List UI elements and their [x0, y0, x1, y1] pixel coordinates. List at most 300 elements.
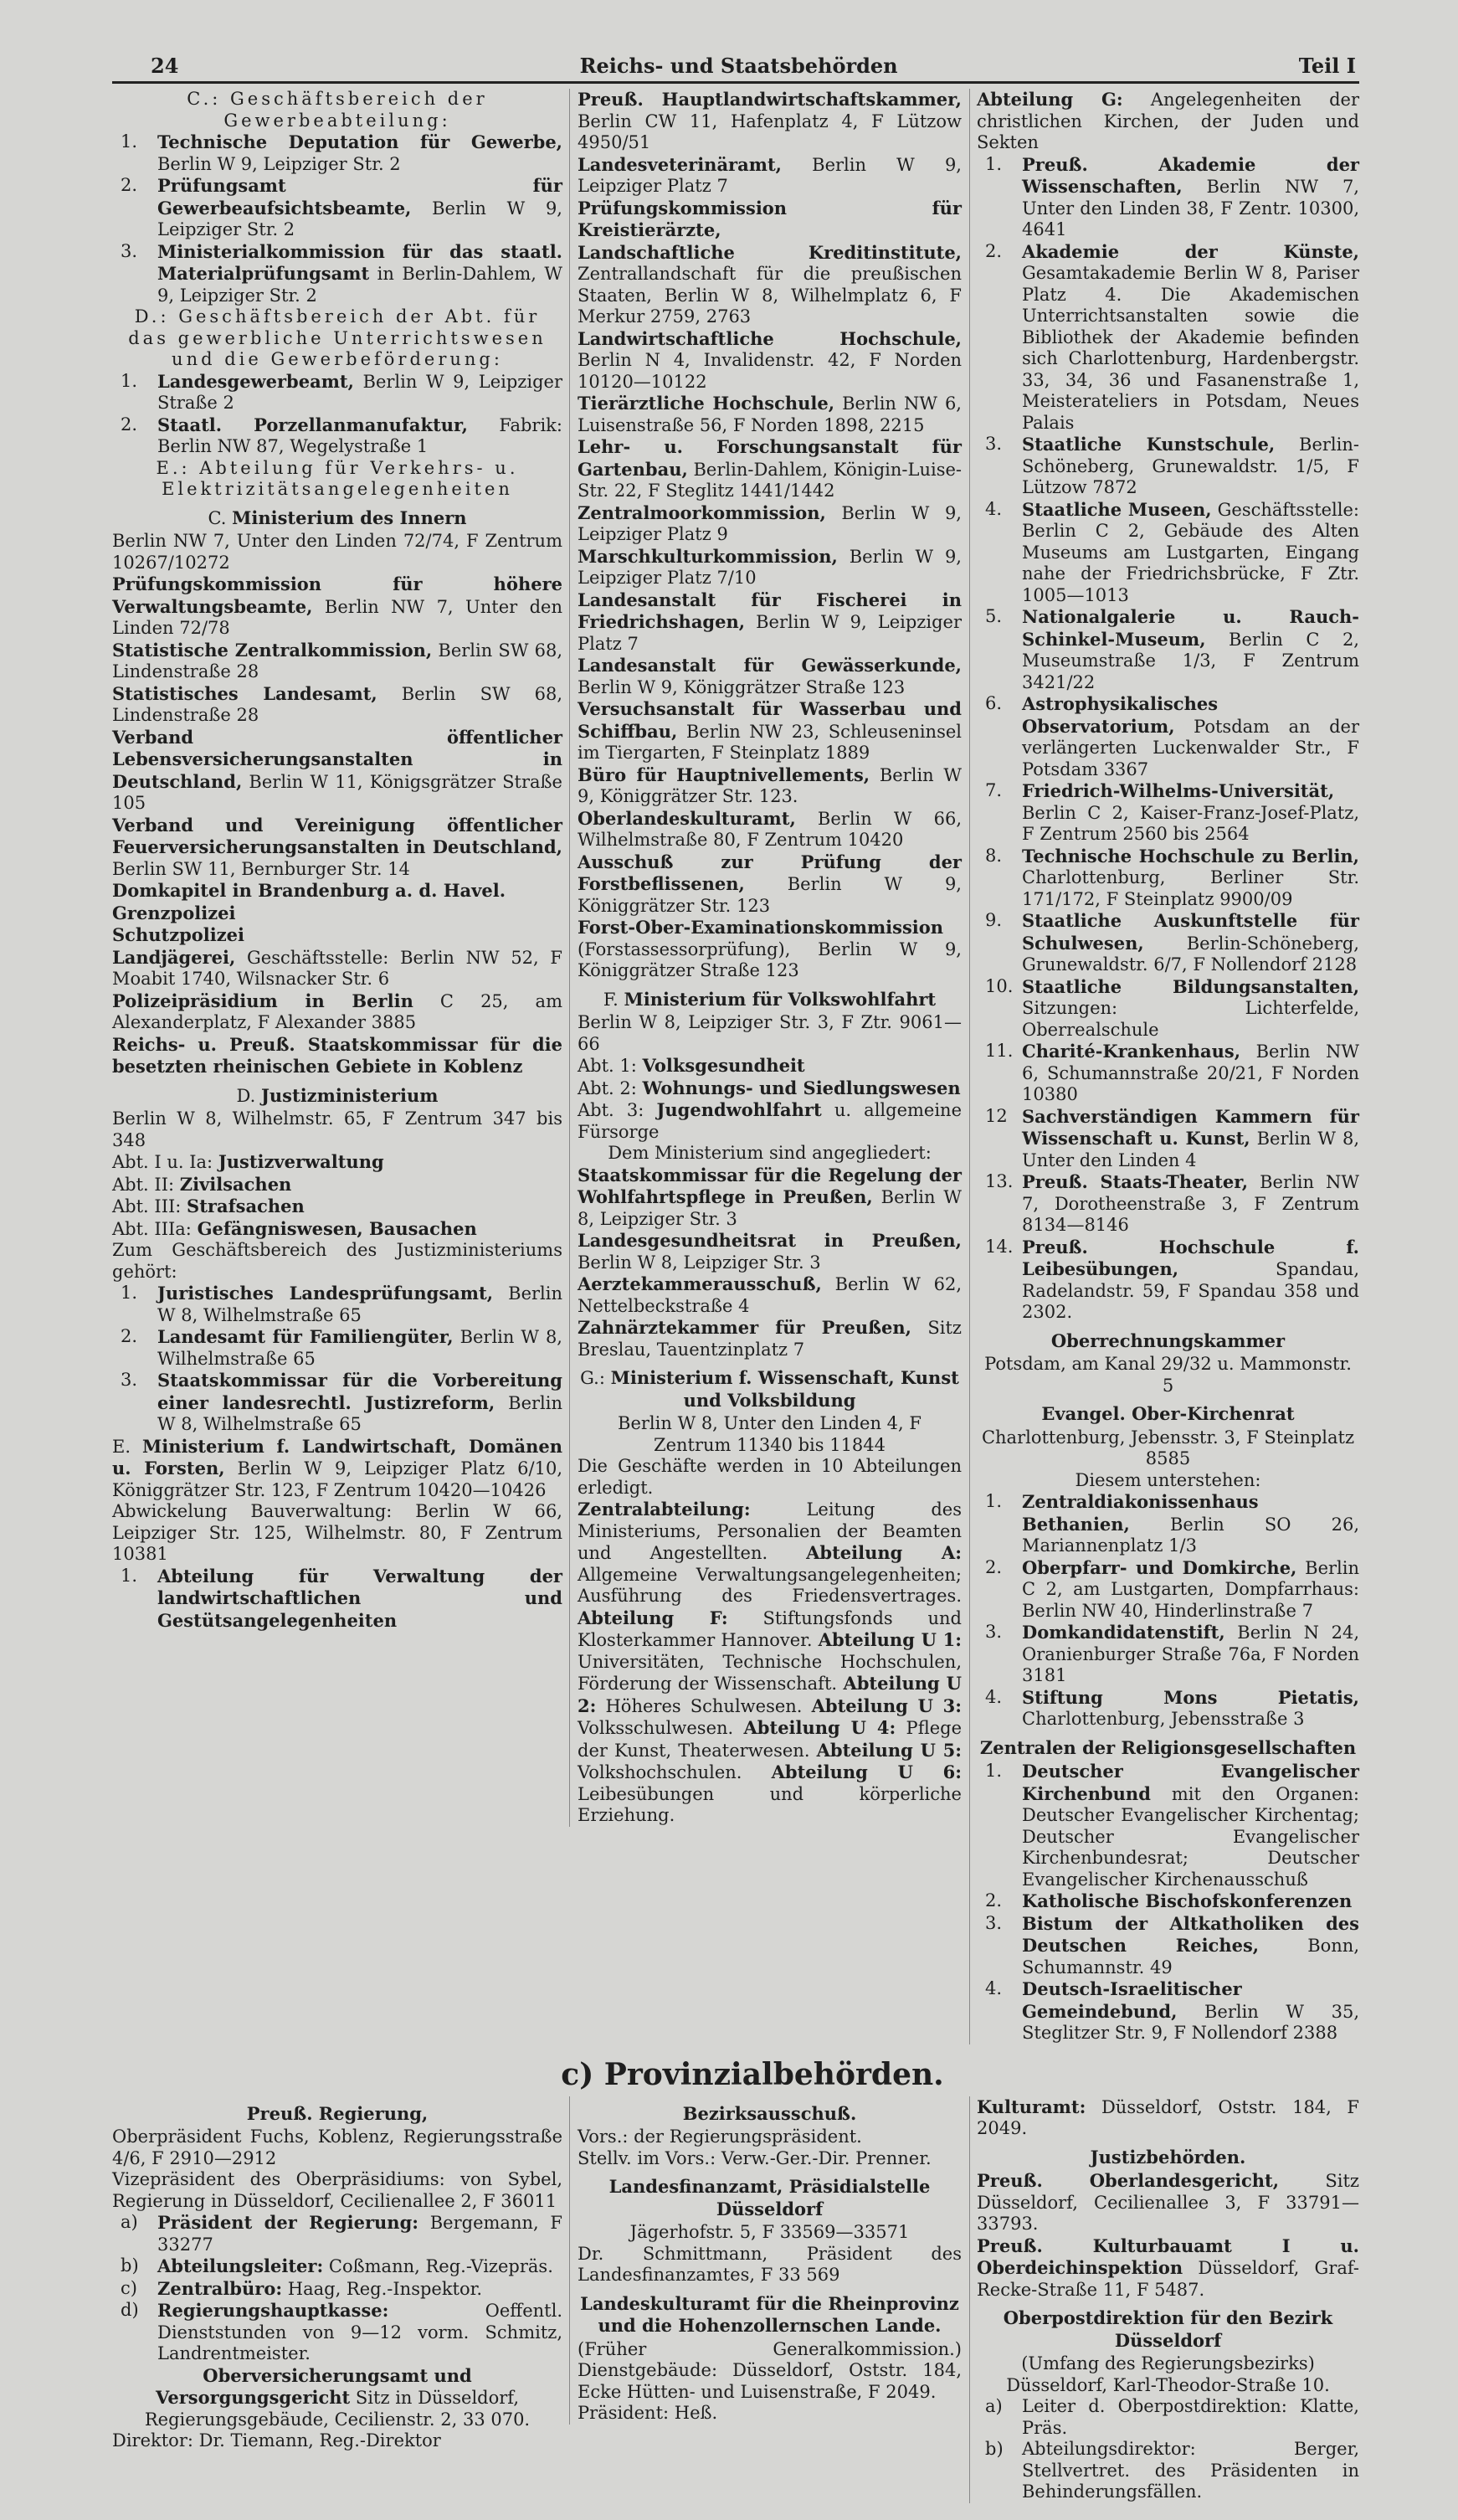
- entry: [578, 546, 962, 589]
- list-item: [977, 1557, 1359, 1623]
- entry: [112, 1034, 562, 1078]
- entry-text: Berlin W 9, Leipziger Str. 2: [157, 153, 401, 174]
- entry-text: Berlin W 9, Leipziger Platz 7: [578, 612, 962, 654]
- item-number: 1.: [985, 1761, 1003, 1781]
- entry-text: Berlin C 2, Museumstraße 1/3, F Zentrum 3421/22: [1022, 629, 1359, 692]
- entry-name: Zahnärztekammer für Preußen,: [578, 1317, 911, 1338]
- entry-name: Landesamt für Familiengüter,: [157, 1326, 454, 1347]
- entry-name: Marschkulturkommission,: [578, 545, 838, 567]
- list-item: [977, 1491, 1359, 1557]
- entry-text: (Forstassessorprüfung), Berlin W 9, Königgrätzer Straße 123: [578, 939, 962, 980]
- entry-text: Höheres Schulwesen.: [596, 1695, 812, 1716]
- entry-text: Geschäftsstelle: Berlin NW 52, F Moabit 1740, Wilsnacker Str. 6: [112, 947, 562, 989]
- entry-name: Abteilungsleiter:: [157, 2255, 324, 2276]
- entry-name: Präsident der Regierung:: [157, 2212, 419, 2233]
- entry-text: Düsseldorf, Graf-Recke-Straße 11, F 5487.: [977, 2258, 1359, 2300]
- item-number: 3.: [985, 1622, 1003, 1642]
- entry-text: Bergemann, F 33277: [157, 2213, 562, 2255]
- entry-name: Preuß. Staats-Theater,: [1022, 1171, 1249, 1192]
- entry-text: Leibesübungen und körperliche Erziehung.: [578, 1783, 962, 1825]
- entry-text: Berlin W 8, Leipziger Str. 3: [578, 1187, 962, 1229]
- list-item: [977, 780, 1359, 846]
- item-number: 4.: [985, 1978, 1003, 1998]
- entry-text: Coßmann, Reg.-Vizepräs.: [323, 2256, 553, 2276]
- list-item: [977, 2439, 1359, 2503]
- item-number: a): [985, 2396, 1003, 2416]
- entry-text: Potsdam an der verlängerten Luckenwalder Str., F Potsdam 3367: [1022, 716, 1359, 779]
- entry-name: Deutsch-Israelitischer Gemeindebund,: [1022, 1978, 1242, 2022]
- entry: [578, 393, 962, 436]
- item-number: 3.: [121, 1370, 138, 1390]
- entry-name: Landjägerei,: [112, 946, 236, 968]
- entry-text: Fabrik: Berlin NW 87, Wegelystraße 1: [157, 414, 562, 456]
- upper-columns: [112, 84, 1359, 2044]
- entry-text: Berlin W 9, Leipziger Str. 2: [157, 198, 562, 239]
- column-top-middle: [569, 89, 969, 1827]
- list-item: [112, 2255, 562, 2278]
- entry: [112, 683, 562, 727]
- entry-text: Zentrallandschaft für die preußischen Staaten, Berlin W 8, Wilhelmplatz 6, F Merkur 2759, 2763: [578, 264, 962, 327]
- entry: [578, 851, 962, 918]
- centered-text: [977, 1427, 1359, 1470]
- list-item: [112, 1566, 562, 1633]
- centered-text: [578, 1143, 962, 1165]
- list-item: [977, 154, 1359, 241]
- entry-text: Allgemeine Verwaltungsangelegenheiten; Ausführung des Friedensvertrages.: [578, 1564, 962, 1606]
- entry-name: Abteilung U 1:: [818, 1629, 963, 1650]
- item-number: 2.: [121, 414, 138, 435]
- entry-text: Berlin NW 7, Dorotheenstraße 3, F Zentrum 8134—8146: [1022, 1172, 1359, 1235]
- entry-name: Justizbehörden.: [1090, 2146, 1246, 2168]
- item-number: 13.: [985, 1171, 1014, 1191]
- centered-text: [112, 2365, 562, 2431]
- entry-text: D.: [236, 1085, 261, 1106]
- heading: [112, 1085, 562, 1108]
- entry-text: Jägerhofstr. 5, F 33569—33571: [629, 2222, 910, 2242]
- entry-text: Berlin-Schöneberg, Grunewaldstr. 1/5, F Lützow 7872: [1022, 435, 1359, 497]
- entry-text: Berlin-Schöneberg, Grunewaldstr. 6/7, F Nollendorf 2128: [1022, 933, 1359, 975]
- entry-name: Landesanstalt für Gewässerkunde,: [578, 655, 962, 676]
- entry-name: Preuß. Hauptlandwirtschaftskammer,: [578, 89, 962, 110]
- entry-text: Zum Geschäftsbereich des Justizministeriums gehört:: [112, 1240, 562, 1282]
- entry-text: Volksschulwesen.: [578, 1718, 744, 1738]
- entry-name: Zentralen der Religionsgesellschaften: [979, 1736, 1357, 1758]
- item-number: 6.: [985, 693, 1003, 713]
- entry-name: Landesveterinäramt,: [578, 153, 782, 175]
- entry-text: Spandau, Radelandstr. 59, F Spandau 358 und 2302.: [1022, 1259, 1359, 1322]
- entry-text: Berlin NW 23, Schleuseninsel im Tiergarten, F Steinplatz 1889: [578, 721, 962, 763]
- entry: [112, 727, 562, 815]
- list-item: [112, 241, 562, 307]
- entry: [578, 2127, 962, 2148]
- entry: [112, 880, 562, 903]
- entry-name: Technische Hochschule zu Berlin,: [1022, 845, 1359, 867]
- entry-name: Zivilsachen: [179, 1173, 292, 1195]
- entry-text: Haag, Reg.-Inspektor.: [282, 2278, 483, 2299]
- entry-text: Geschäftsstelle: Berlin C 2, Gebäude des Alten Museums am Lustgarten, Eingang nahe der Friedrichsbrücke, F Ztr. 1005—1013: [1022, 499, 1359, 605]
- entry: [578, 89, 962, 154]
- entry-text: Berlin W 9, Leipziger Platz 7: [578, 154, 962, 196]
- list-item: [977, 910, 1359, 976]
- entry-text: Berlin W 9, Königgrätzer Str. 123: [578, 874, 962, 916]
- entry-name: Sachverständigen Kammern für Wissenschaft u. Kunst,: [1022, 1105, 1359, 1149]
- entry-name: Gefängniswesen, Bausachen: [197, 1217, 477, 1239]
- entry-text: C.: Geschäftsbereich der Gewerbeabteilung:: [187, 89, 488, 131]
- entry-text: Berlin C 2, am Lustgarten, Dompfarrhaus: Berlin NW 40, Hinderlinstraße 7: [1022, 1557, 1360, 1621]
- list-item: [112, 1370, 562, 1436]
- entry-name: Friedrich-Wilhelms-Universität,: [1022, 780, 1335, 801]
- entry: [578, 1055, 962, 1077]
- entry-name: Strafsachen: [187, 1196, 305, 1216]
- running-title: Reichs- und Staatsbehörden: [579, 54, 898, 78]
- entry: [977, 2170, 1359, 2235]
- entry: [578, 2148, 962, 2170]
- entry-text: Berlin W 8, Unter den Linden 4: [1022, 1129, 1359, 1170]
- page-number: 24: [151, 54, 179, 78]
- entry: [578, 698, 962, 764]
- entry-text: Berlin W 9, Leipziger Platz 7/10: [578, 546, 962, 588]
- entry: [112, 2430, 562, 2452]
- entry-name: Prüfungskommission für höhere Verwaltungsbeamte,: [112, 573, 562, 617]
- entry-name: Lehr- u. Forschungsanstalt für Gartenbau,: [578, 436, 962, 480]
- entry-name: Regierungshauptkasse:: [157, 2300, 389, 2321]
- list-item: [112, 1326, 562, 1370]
- entry: [578, 1456, 962, 1499]
- list-item: [977, 1978, 1359, 2044]
- entry: [578, 328, 962, 393]
- entry: [578, 1499, 962, 1827]
- entry-text: Bonn, Schumannstr. 49: [1022, 1936, 1359, 1977]
- entry: [112, 1436, 562, 1502]
- item-number: 5.: [985, 606, 1003, 626]
- entry-name: Staatliche Bildungsanstalten,: [1022, 975, 1359, 997]
- entry-name: Abteilung U 2:: [578, 1673, 962, 1716]
- entry-text: Potsdam, am Kanal 29/32 u. Mammonstr. 5: [984, 1354, 1352, 1396]
- entry-text: Berlin SO 26, Mariannenplatz 1/3: [1022, 1514, 1359, 1556]
- entry: [112, 990, 562, 1034]
- entry-name: Versuchsanstalt für Wasserbau und Schiffbau,: [578, 698, 962, 742]
- entry-text: Abt. III:: [112, 1196, 187, 1216]
- list-item: [977, 1622, 1359, 1687]
- entry-text: Stellv. im Vors.: Verw.-Ger.-Dir. Prenner.: [578, 2147, 932, 2168]
- entry: [112, 1196, 562, 1218]
- entry-text: Angelegenheiten der christlichen Kirchen, der Juden und Sekten: [977, 90, 1359, 152]
- entry-text: C.: [208, 507, 233, 528]
- item-number: 4.: [985, 1686, 1003, 1707]
- entry: [112, 1174, 562, 1196]
- entry: [578, 808, 962, 851]
- entry-name: Domkapitel in Brandenburg a. d. Havel.: [112, 880, 506, 901]
- list-item: [112, 175, 562, 241]
- entry-text: Berlin NW 6, Schumannstraße 20/21, F Norden 10380: [1022, 1041, 1359, 1104]
- item-number: a): [121, 2212, 138, 2232]
- item-number: 9.: [985, 910, 1003, 930]
- list-item: [977, 499, 1359, 607]
- entry-text: Charlottenburg, Jebensstraße 3: [1022, 1709, 1305, 1729]
- entry: [578, 764, 962, 808]
- entry-text: Abteilungsdirektor: Berger, Stellvertret. des Präsidenten in Behinderungsfällen.: [1022, 2439, 1359, 2502]
- entry-text: Berlin C 2, Kaiser-Franz-Josef-Platz, F Zentrum 2560 bis 2564: [1022, 802, 1359, 844]
- entry-name: Preuß. Oberlandesgericht,: [977, 2170, 1280, 2191]
- entry-name: Technische Deputation für Gewerbe,: [157, 131, 562, 152]
- entry-text: F.: [603, 989, 624, 1010]
- list-item: [977, 2396, 1359, 2439]
- entry: [112, 903, 562, 925]
- list-item: [977, 1913, 1359, 1979]
- entry: [578, 589, 962, 656]
- item-number: 1.: [985, 153, 1003, 174]
- entry-name: Justizministerium: [260, 1084, 439, 1106]
- entry-text: Dr. Schmittmann, Präsident des Landesfinanzamtes, F 33 569: [578, 2243, 962, 2285]
- entry-name: Staatskommissar für die Vorbereitung einer landesrechtl. Justizreform,: [157, 1370, 562, 1413]
- centered-text: [977, 1470, 1359, 1492]
- section-heading: [112, 306, 562, 371]
- entry-name: Katholische Bischofskonferenzen: [1022, 1890, 1353, 1911]
- entry-text: Leiter d. Oberpostdirektion: Klatte, Präs.: [1022, 2396, 1359, 2438]
- heading: [977, 1737, 1359, 1760]
- entry-text: Vors.: der Regierungspräsident.: [578, 2127, 862, 2147]
- entry-text: Sitz Breslau, Tauentzinplatz 7: [578, 1318, 962, 1360]
- entry-text: Berlin N 24, Oranienburger Straße 76a, F Norden 3181: [1022, 1623, 1359, 1685]
- list-item: [977, 434, 1359, 499]
- entry: [977, 2235, 1359, 2301]
- list-item: [977, 976, 1359, 1041]
- entry-name: Forst-Ober-Examinationskommission: [578, 917, 944, 938]
- entry-name: Zentraldiakonissenhaus Bethanien,: [1022, 1491, 1259, 1535]
- entry-name: Statistische Zentralkommission,: [112, 639, 433, 661]
- entry-name: Preuß. Kulturbauamt I u. Oberdeichinspektion: [977, 2235, 1359, 2278]
- entry-name: Zentralmoorkommission,: [578, 501, 826, 523]
- entry-text: Berlin NW 6, Luisenstraße 56, F Norden 1898, 2215: [578, 393, 962, 435]
- section-title: c) Provinzialbehörden.: [561, 2056, 944, 2092]
- entry-text: Abwickelung Bauverwaltung: Berlin W 66, Leipziger Str. 125, Wilhelmstr. 80, F Zentrum 10381: [112, 1501, 562, 1564]
- entry-text: Berlin W 8, Wilhelmstraße 65: [157, 1392, 562, 1434]
- item-number: 8.: [985, 845, 1003, 866]
- entry: [112, 1108, 562, 1151]
- item-number: b): [121, 2255, 139, 2276]
- list-item: [112, 131, 562, 175]
- entry-name: Abteilung G:: [977, 89, 1123, 110]
- entry-text: Abt. IIIa:: [112, 1218, 198, 1239]
- entry-name: Staatl. Porzellanmanufaktur,: [157, 414, 468, 435]
- lower-columns: [112, 2096, 1359, 2503]
- entry-text: Berlin W 11, Königsgrätzer Straße 105: [112, 771, 562, 813]
- entry-text: Berlin W 62, Nettelbeckstraße 4: [578, 1274, 962, 1316]
- entry-name: Abteilung U 6:: [771, 1761, 962, 1782]
- list-item: [977, 1687, 1359, 1731]
- entry-text: u. allgemeine Fürsorge: [578, 1100, 963, 1142]
- list-item: [977, 1890, 1359, 1913]
- entry-name: Ministerium f. Wissenschaft, Kunst und Volksbildung: [610, 1367, 959, 1411]
- item-number: 3.: [985, 1912, 1003, 1933]
- entry: [578, 198, 962, 242]
- entry: [578, 436, 962, 502]
- entry-name: Wohnungs- und Siedlungswesen: [642, 1077, 961, 1098]
- entry-name: Juristisches Landesprüfungsamt,: [157, 1283, 494, 1304]
- centered-text: [578, 1413, 962, 1456]
- entry-name: Oberrechnungskammer: [1050, 1329, 1286, 1351]
- entry-name: Büro für Hauptnivellements,: [578, 764, 870, 785]
- entry: [977, 2096, 1359, 2140]
- entry-text: Gesamtakademie Berlin W 8, Pariser Platz 4. Die Akademischen Unterrichtsanstalten sowie die Bibliothek der Akademie befinden sich Charlottenburg, Hardenbergstr. 33, 34, 36 und Fasanenstraße 1, Meisterateliers in Potsdam, Neues Palais: [1022, 263, 1359, 433]
- entry-text: Oeffentl. Dienststunden von 9—12 vorm. Schmitz, Landrentmeister.: [157, 2301, 562, 2363]
- entry-text: Berlin W 8, Unter den Linden 4, F Zentrum 11340 bis 11844: [618, 1413, 922, 1455]
- entry-name: Landesgewerbeamt,: [157, 370, 354, 392]
- item-number: 1.: [121, 131, 138, 152]
- entry-text: Düsseldorf, Karl-Theodor-Straße 10.: [1006, 2374, 1330, 2395]
- entry-name: Jugendwohlfahrt: [656, 1099, 822, 1120]
- entry-name: Volksgesundheit: [642, 1055, 805, 1076]
- item-number: 12: [985, 1105, 1008, 1126]
- entry-name: Oberpostdirektion für den Bezirk Düsseldorf: [1003, 2307, 1333, 2351]
- entry-name: Justizverwaltung: [218, 1151, 384, 1172]
- entry-text: (Früher Generalkommission.) Dienstgebäude: Düsseldorf, Oststr. 184, Ecke Hütten- und Luisenstraße, F 2049.: [578, 2338, 962, 2402]
- entry-text: Oberpräsident Fuchs, Koblenz, Regierungsstraße 4/6, F 2910—2912: [112, 2127, 562, 2168]
- entry-text: Abt. I u. Ia:: [112, 1152, 218, 1172]
- entry-text: mit den Organen: Deutscher Evangelischer Kirchentag; Deutscher Evangelischer Kirchenbundesrat; Deutscher Evangelischer Kirchenausschuß: [1022, 1783, 1359, 1890]
- entry-name: Statistisches Landesamt,: [112, 682, 377, 704]
- entry-name: Ministerium des Innern: [232, 507, 467, 528]
- list-item: [112, 1283, 562, 1326]
- entry: [578, 154, 962, 198]
- entry-name: Landschaftliche Kreditinstitute,: [578, 241, 962, 263]
- entry-text: Berlin W 8, Leipziger Str. 3, F Ztr. 9061—66: [578, 1012, 962, 1054]
- entry-name: Ministerialkommission für das staatl. Materialprüfungsamt: [157, 240, 562, 284]
- item-number: 3.: [121, 240, 138, 261]
- entry-text: Berlin W 8, Wilhelmstraße 65: [157, 1283, 562, 1325]
- entry-text: Leitung des Ministeriums, Personalien der Beamten und Angestellten.: [578, 1499, 962, 1563]
- entry-name: Verband öffentlicher Lebensversicherungsanstalten in Deutschland,: [112, 726, 562, 792]
- heading: [977, 1403, 1359, 1426]
- entry-text: Berlin W 9, Leipziger Straße 2: [157, 371, 562, 413]
- entry: [112, 1240, 562, 1283]
- entry-text: Pflege der Kunst, Theaterwesen.: [578, 1718, 962, 1761]
- entry-text: Präsident: Heß.: [578, 2403, 718, 2423]
- entry-text: Sitz in Düsseldorf, Regierungsgebäude, Cecilienstr. 2, 33 070.: [144, 2388, 531, 2430]
- entry-name: Charité-Krankenhaus,: [1022, 1041, 1241, 1062]
- centered-text: [578, 2222, 962, 2244]
- entry-text: Charlottenburg, Jebensstr. 3, F Steinplatz 8585: [981, 1427, 1355, 1468]
- entry-name: Landwirtschaftliche Hochschule,: [578, 327, 962, 349]
- list-item: [977, 1237, 1359, 1324]
- entry: [578, 2403, 962, 2425]
- entry-name: Landesfinanzamt, Präsidialstelle Düsseldorf: [608, 2176, 931, 2219]
- entry-text: Berlin W 9, Leipziger Platz 6/10, Königgrätzer Str. 123, F Zentrum 10420—10426: [112, 1458, 563, 1500]
- entry-name: Grenzpolizei: [112, 902, 236, 923]
- column-top-right: [969, 89, 1359, 2044]
- entry-name: Tierärztliche Hochschule,: [578, 393, 835, 414]
- list-item: [977, 241, 1359, 435]
- entry-name: Zentralbüro:: [157, 2277, 283, 2299]
- entry-name: Abteilung für Verwaltung der landwirtschaftlichen und Gestütsangelegenheiten: [157, 1565, 562, 1631]
- list-item: [977, 1106, 1359, 1172]
- entry-name: Staatliche Kunstschule,: [1022, 434, 1276, 455]
- section-heading: [112, 458, 562, 501]
- entry-text: in Berlin-Dahlem, W 9, Leipziger Str. 2: [157, 264, 562, 306]
- entry-name: Oberpfarr- und Domkirche,: [1022, 1556, 1297, 1578]
- entry-name: Nationalgalerie u. Rauch-Schinkel-Museum,: [1022, 606, 1359, 650]
- entry: [578, 1273, 962, 1317]
- entry-text: Abt. 1:: [578, 1056, 643, 1076]
- entry-text: (Umfang des Regierungsbezirks): [1021, 2353, 1315, 2373]
- entry: [578, 1099, 962, 1143]
- entry: [112, 1501, 562, 1566]
- entry-name: Prüfungskommission für Kreistierärzte,: [578, 197, 962, 240]
- entry: [112, 573, 562, 640]
- entry-text: Berlin CW 11, Hafenplatz 4, F Lützow 4950/51: [578, 111, 962, 152]
- entry-text: Sitzungen: Lichterfelde, Oberrealschule: [1022, 998, 1359, 1040]
- entry-text: Diesem unterstehen:: [1075, 1469, 1261, 1490]
- entry-name: Landesanstalt für Fischerei in Friedrichshagen,: [578, 589, 962, 632]
- entry-text: Charlottenburg, Berliner Str. 171/172, F Steinplatz 9900/09: [1022, 867, 1359, 909]
- entry: [578, 1012, 962, 1055]
- entry-text: Berlin W 9, Königgrätzer Straße 123: [578, 676, 906, 697]
- entry: [977, 89, 1359, 154]
- item-number: 1.: [121, 1283, 138, 1303]
- entry-text: E.: Abteilung für Verkehrs- u. Elektrizitätsangelegenheiten: [156, 457, 519, 499]
- entry-text: Direktor: Dr. Tiemann, Reg.-Direktor: [112, 2430, 441, 2451]
- entry-name: Oberversicherungsamt und Versorgungsgericht: [155, 2364, 472, 2408]
- entry-text: Die Geschäfte werden in 10 Abteilungen erledigt.: [578, 1456, 962, 1498]
- entry-text: Berlin W 8, Wilhelmstr. 65, F Zentrum 347 bis 348: [112, 1108, 562, 1150]
- entry: [578, 502, 962, 546]
- entry-name: Verband und Vereinigung öffentlicher Feuerversicherungsanstalten in Deutschland,: [112, 814, 562, 857]
- entry-text: Berlin SW 68, Lindenstraße 28: [112, 683, 562, 725]
- entry-name: Domkandidatenstift,: [1022, 1622, 1225, 1643]
- entry: [578, 1077, 962, 1100]
- item-number: 2.: [985, 240, 1003, 261]
- entry: [578, 242, 962, 328]
- entry-name: Abteilung F:: [578, 1607, 728, 1628]
- entry-text: Berlin W 8, Leipziger Str. 3: [578, 1252, 821, 1273]
- item-number: 11.: [985, 1041, 1014, 1061]
- entry-name: Oberlandeskulturamt,: [578, 807, 796, 829]
- entry: [112, 815, 562, 881]
- entry-text: Berlin W 35, Steglitzer Str. 9, F Nollendorf 2388: [1022, 2001, 1359, 2043]
- entry-text: G.:: [580, 1368, 611, 1388]
- list-item: [977, 1761, 1359, 1890]
- entry-name: Stiftung Mons Pietatis,: [1022, 1686, 1359, 1708]
- entry-text: Berlin W 66, Wilhelmstraße 80, F Zentrum 10420: [578, 808, 962, 850]
- entry: [112, 640, 562, 683]
- entry-name: Astrophysikalisches Observatorium,: [1022, 693, 1219, 737]
- item-number: 4.: [985, 498, 1003, 519]
- entry-name: Ministerium für Volkswohlfahrt: [624, 988, 937, 1010]
- entry-name: Schutzpolizei: [112, 924, 245, 945]
- list-item: [112, 414, 562, 458]
- heading: [112, 507, 562, 530]
- entry-text: Berlin SW 11, Bernburger Str. 14: [112, 858, 410, 879]
- entry-name: Staatliche Auskunftstelle für Schulwesen,: [1022, 910, 1359, 954]
- list-item: [977, 693, 1359, 780]
- entry-text: C 25, am Alexanderplatz, F Alexander 3885: [112, 990, 562, 1032]
- heading: [977, 2307, 1359, 2352]
- item-number: c): [121, 2277, 137, 2298]
- entry: [578, 917, 962, 982]
- item-number: 2.: [121, 175, 138, 195]
- entry-text: Sitz Düsseldorf, Cecilienallee 3, F 33791—33793.: [977, 2171, 1359, 2234]
- entry-name: Preuß. Akademie der Wissenschaften,: [1022, 153, 1359, 197]
- entry-text: Berlin NW 7, Unter den Linden 38, F Zentr. 10300, 4641: [1022, 177, 1359, 239]
- item-number: d): [121, 2300, 139, 2320]
- heading: [112, 2103, 562, 2126]
- list-item: [977, 1171, 1359, 1237]
- entry: [112, 531, 562, 573]
- entry-name: Ausschuß zur Prüfung der Forstbeflissenen,: [578, 851, 962, 894]
- column-bottom-left: [112, 2096, 569, 2452]
- entry-name: Landeskulturamt für die Rheinprovinz und die Hohenzollernschen Lande.: [580, 2292, 959, 2336]
- entry-name: Aerztekammerausschuß,: [578, 1273, 822, 1294]
